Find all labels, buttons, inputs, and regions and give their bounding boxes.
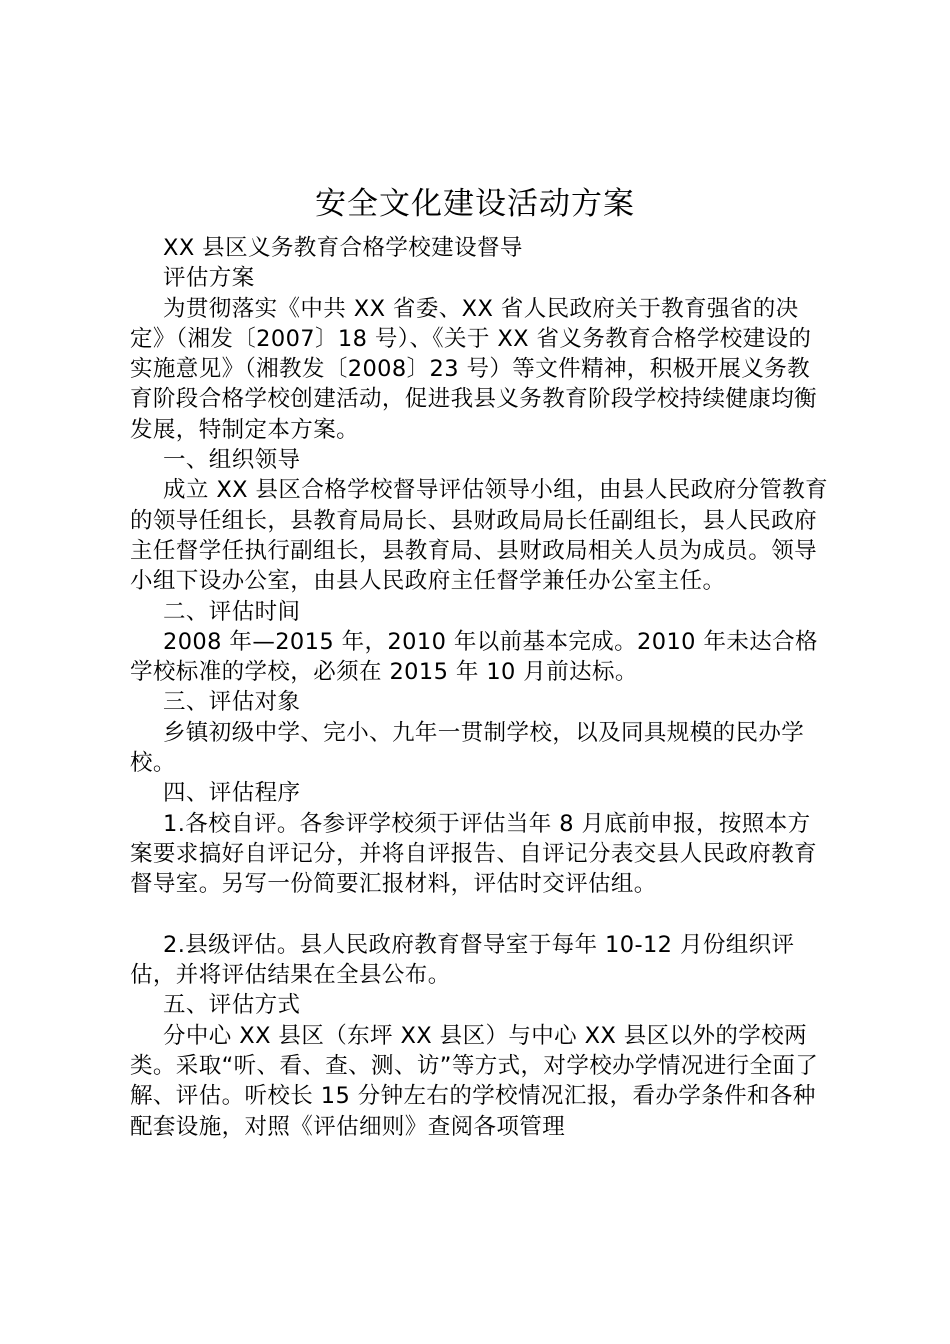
- section-heading-targets: 三、评估对象: [163, 689, 301, 716]
- intro-paragraph: 为贯彻落实《中共 XX 省委、XX 省人民政府关于教育强省的决定》（湘发〔2007〕18 号）、《关于 XX 省义务教育合格学校建设的实施意见》（湘教发〔2008〕23 号）等文件精神，积极开展义务教育阶段合格学校创建活动，促进我县义务教育阶段学校持续健康均衡发展，特制定本方案。: [130, 295, 818, 443]
- document-title: 安全文化建设活动方案: [315, 186, 635, 222]
- document-body: [130, 233, 830, 1142]
- section-heading-method: 五、评估方式: [163, 992, 301, 1019]
- targets-paragraph: 乡镇初级中学、完小、九年一贯制学校，以及同具规模的民办学校。: [130, 719, 805, 777]
- procedure-item-1: 1.各校自评。各参评学校须于评估当年 8 月底前申报，按照本方案要求搞好自评记分，并将自评报告、自评记分表交县人民政府教育督导室。另写一份简要汇报材料，评估时交评估组。: [130, 810, 818, 898]
- method-paragraph: 分中心 XX 县区（东坪 XX 县区）与中心 XX 县区以外的学校两类。采取“听、看、查、测、访”等方式，对学校办学情况进行全面了解、评估。听校长 15 分钟左右的学校情况汇报，看办学条件和各种配套设施，对照《评估细则》查阅各项管理: [130, 1022, 819, 1140]
- section-heading-organization: 一、组织领导: [163, 447, 301, 474]
- procedure-item-2: 2.县级评估。县人民政府教育督导室于每年 10-12 月份组织评估，并将评估结果在全县公布。: [130, 931, 795, 989]
- subtitle-line-1: XX 县区义务教育合格学校建设督导: [163, 235, 523, 261]
- subtitle-line-2: 评估方案: [163, 265, 255, 292]
- time-paragraph: 2008 年—2015 年，2010 年以前基本完成。2010 年未达合格学校标准的学校，必须在 2015 年 10 月前达标。: [130, 628, 818, 686]
- section-heading-procedure: 四、评估程序: [163, 780, 301, 807]
- section-heading-time: 二、评估时间: [163, 598, 301, 625]
- organization-paragraph: 成立 XX 县区合格学校督导评估领导小组，由县人民政府分管教育的领导任组长，县教育局局长、县财政局局长任副组长，县人民政府主任督学任执行副组长，县教育局、县财政局相关人员为成员。领导小组下设办公室，由县人民政府主任督学兼任办公室主任。: [130, 477, 829, 595]
